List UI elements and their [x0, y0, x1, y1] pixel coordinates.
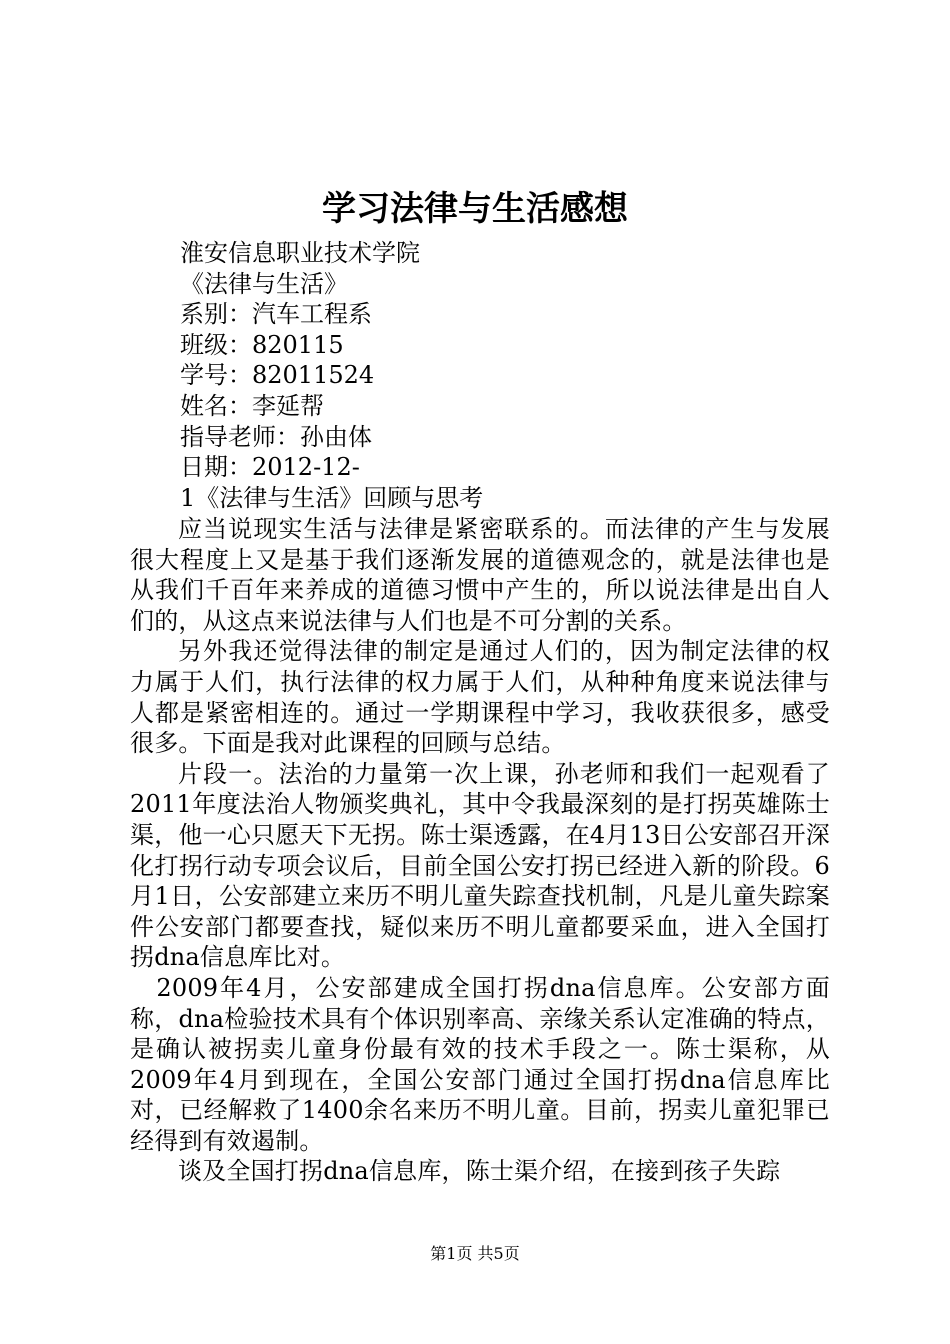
document-meta-block — [180, 238, 483, 513]
paragraph: 谈及全国打拐dna信息库，陈士渠介绍，在接到孩子失踪 — [178, 1157, 781, 1186]
meta-line-teacher: 指导老师：孙由体 — [180, 422, 372, 451]
meta-line-department: 系别：汽车工程系 — [180, 300, 372, 329]
paragraph: 另外我还觉得法律的制定是通过人们的，因为制定法律的权力属于人们，执行法律的权力属于人们，从种种角度来说法律与人都是紧密相连的。通过一学期课程中学习，我收获很多，感受很多。下面是我对此课程的回顾与总结。 — [130, 637, 830, 758]
meta-line-section-heading: 1《法律与生活》回顾与思考 — [180, 483, 484, 512]
meta-line-course: 《法律与生活》 — [180, 269, 348, 298]
document-title: 学习法律与生活感想 — [322, 189, 628, 229]
paragraph: 片段一。法治的力量第一次上课，孙老师和我们一起观看了2011年度法治人物颁奖典礼，其中令我最深刻的是打拐英雄陈士渠，他一心只愿天下无拐。陈士渠透露，在4月13日公安部召开深化打拐行动专项会议后，目前全国公安打拐已经进入新的阶段。6月1日，公安部建立来历不明儿童失踪查找机制，凡是儿童失踪案件公安部门都要查找，疑似来历不明儿童都要采血，进入全国打拐dna信息库比对。 — [130, 759, 830, 972]
paragraph: 应当说现实生活与法律是紧密联系的。而法律的产生与发展很大程度上又是基于我们逐渐发展的道德观念的，就是法律也是从我们千百年来养成的道德习惯中产生的，所以说法律是出自人们的，从这点来说法律与人们也是不可分割的关系。 — [130, 515, 830, 635]
paragraph: 2009年4月，公安部建成全国打拐dna信息库。公安部方面称，dna检验技术具有个体识别率高、亲缘关系认定准确的特点，是确认被拐卖儿童身份最有效的技术手段之一。陈士渠称，从2009年4月到现在，全国公安部门通过全国打拐dna信息库比对，已经解救了1400余名来历不明儿童。目前，拐卖儿童犯罪已经得到有效遏制。 — [130, 973, 830, 1155]
meta-line-date: 日期：2012-12- — [180, 453, 360, 482]
meta-line-class: 班级：820115 — [180, 330, 344, 359]
meta-line-school: 淮安信息职业技术学院 — [180, 239, 420, 267]
document-body — [130, 514, 830, 1187]
page-footer: 第1页 共5页 — [430, 1244, 520, 1263]
meta-line-name: 姓名：李延帮 — [180, 391, 324, 420]
meta-line-student-id: 学号：82011524 — [180, 361, 375, 390]
